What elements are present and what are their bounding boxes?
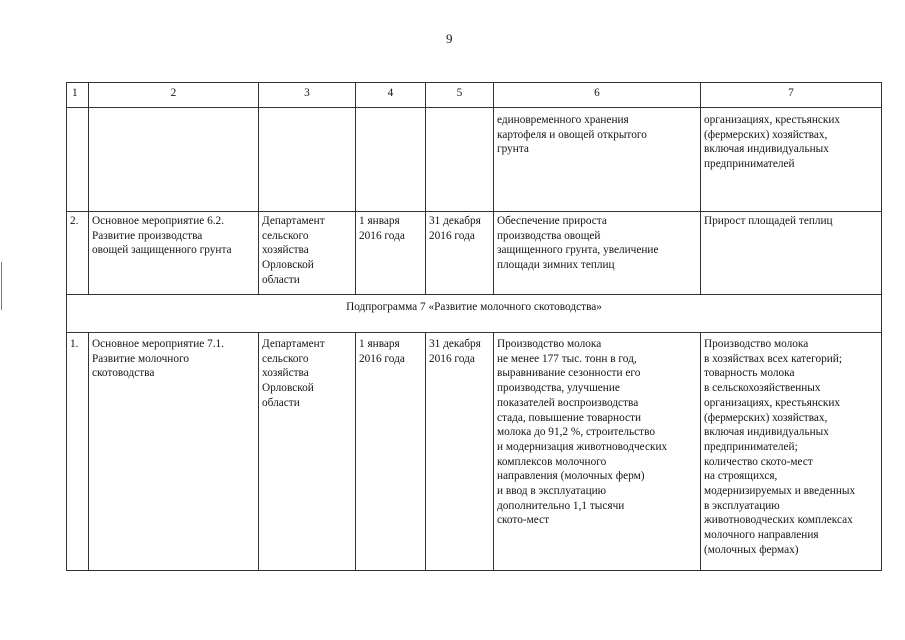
end-date: 31 декабря 2016 года [426,333,494,571]
measure-name: Основное мероприятие 6.2. Развитие производства овощей защищенного грунта [89,212,259,295]
subprogram-row [67,295,882,333]
header-col-4: 4 [356,83,426,108]
expected-result: Производство молока не менее 177 тыс. тонн в год, выравнивание сезонности его производства, улучшение показателей воспроизводства стада, повышение товарности молока до 91,2 %, строительство и модернизация животноводческих комплексов молочного направления (молочных ферм) и ввод в эксплуатацию дополнительно 1,1 тысячи ското-мест [494,333,701,571]
executor [259,108,356,212]
indicator: организациях, крестьянских (фермерских) хозяйствах, включая индивидуальных предпринимателей [701,108,882,212]
expected-result: единовременного хранения картофеля и овощей открытого грунта [494,108,701,212]
indicator: Прирост площадей теплиц [701,212,882,295]
measure-name [89,108,259,212]
page-number: 9 [446,31,453,46]
start-date: 1 января 2016 года [356,333,426,571]
measure-name: Основное мероприятие 7.1. Развитие молочного скотоводства [89,333,259,571]
row-number: 2. [67,212,89,295]
header-col-7: 7 [701,83,882,108]
end-date: 31 декабря 2016 года [426,212,494,295]
subprogram-title: Подпрограмма 7 «Развитие молочного скотоводства» [67,295,882,333]
table-row [67,212,882,295]
header-col-2: 2 [89,83,259,108]
header-col-5: 5 [426,83,494,108]
row-number [67,108,89,212]
indicator: Производство молока в хозяйствах всех категорий; товарность молока в сельскохозяйственных организациях, крестьянских (фермерских) хозяйствах, включая индивидуальных предпринимателей; количество ското-мест на строящихся, модернизируемых и введенных в эксплуатацию животноводческих комплексах молочного направления (молочных фермах) [701,333,882,571]
table-row [67,108,882,212]
table-header-row [67,83,882,108]
row-number: 1. [67,333,89,571]
start-date [356,108,426,212]
end-date [426,108,494,212]
executor: Департамент сельского хозяйства Орловской области [259,212,356,295]
executor: Департамент сельского хозяйства Орловской области [259,333,356,571]
start-date: 1 января 2016 года [356,212,426,295]
scan-margin-mark [1,262,2,310]
header-col-1: 1 [67,83,89,108]
program-table [66,82,882,571]
header-col-6: 6 [494,83,701,108]
expected-result: Обеспечение прироста производства овощей защищенного грунта, увеличение площади зимних теплиц [494,212,701,295]
table-row [67,333,882,571]
header-col-3: 3 [259,83,356,108]
